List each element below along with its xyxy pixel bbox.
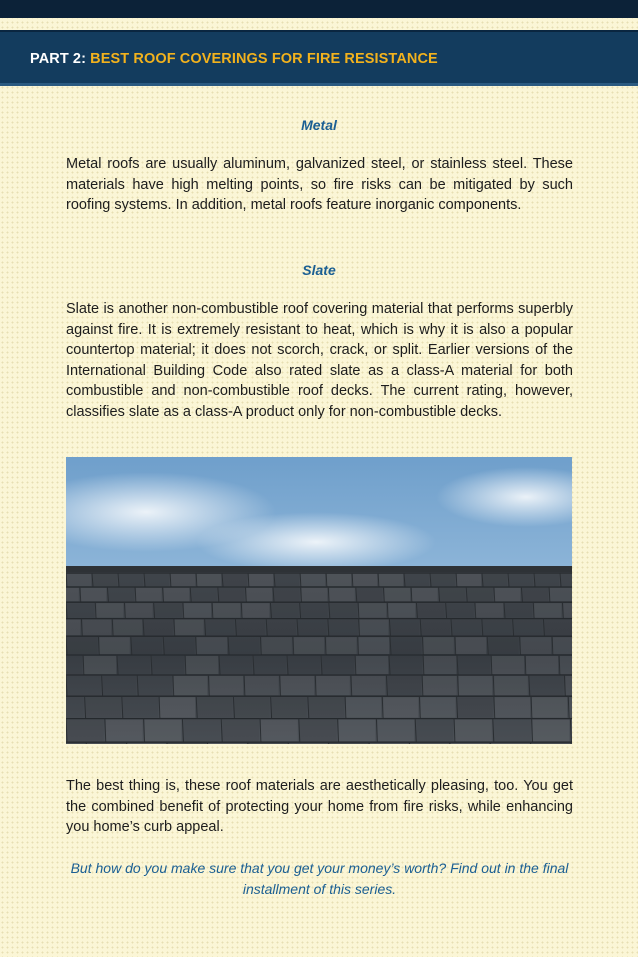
section-heading-slate: Slate bbox=[302, 262, 336, 278]
section-header-bar bbox=[0, 30, 638, 86]
top-bar bbox=[0, 0, 638, 18]
paragraph-slate: Slate is another non-combustible roof covering material that performs superbly against fire. It is extremely resistant to heat, which is why it is also a popular countertop material; it does not scorch, crack, or split. Earlier versions of the International Building Code also rated slate as a class-A material for both combustible and non-combustible roof decks. The current rating, however, classifies slate as a class-A product only for non-combustible decks. bbox=[66, 301, 573, 420]
header-title: BEST ROOF COVERINGS FOR FIRE RESISTANCE bbox=[90, 51, 438, 67]
header-part-label: PART 2: bbox=[30, 51, 87, 67]
page-header-title bbox=[30, 51, 438, 67]
section-heading-metal: Metal bbox=[301, 117, 337, 133]
slate-roof-photo bbox=[66, 457, 572, 744]
closing-teaser: But how do you make sure that you get your money’s worth? Find out in the final installment of this series. bbox=[70, 860, 569, 897]
paragraph-metal: Metal roofs are usually aluminum, galvanized steel, or stainless steel. These materials have high melting points, so fire risks can be mitigated by such roofing systems. In addition, metal roofs feature inorganic components. bbox=[66, 156, 573, 214]
paragraph-conclusion: The best thing is, these roof materials are aesthetically pleasing, too. You get the combined benefit of protecting your home from fire risks, while enhancing you home’s curb appeal. bbox=[66, 778, 573, 836]
